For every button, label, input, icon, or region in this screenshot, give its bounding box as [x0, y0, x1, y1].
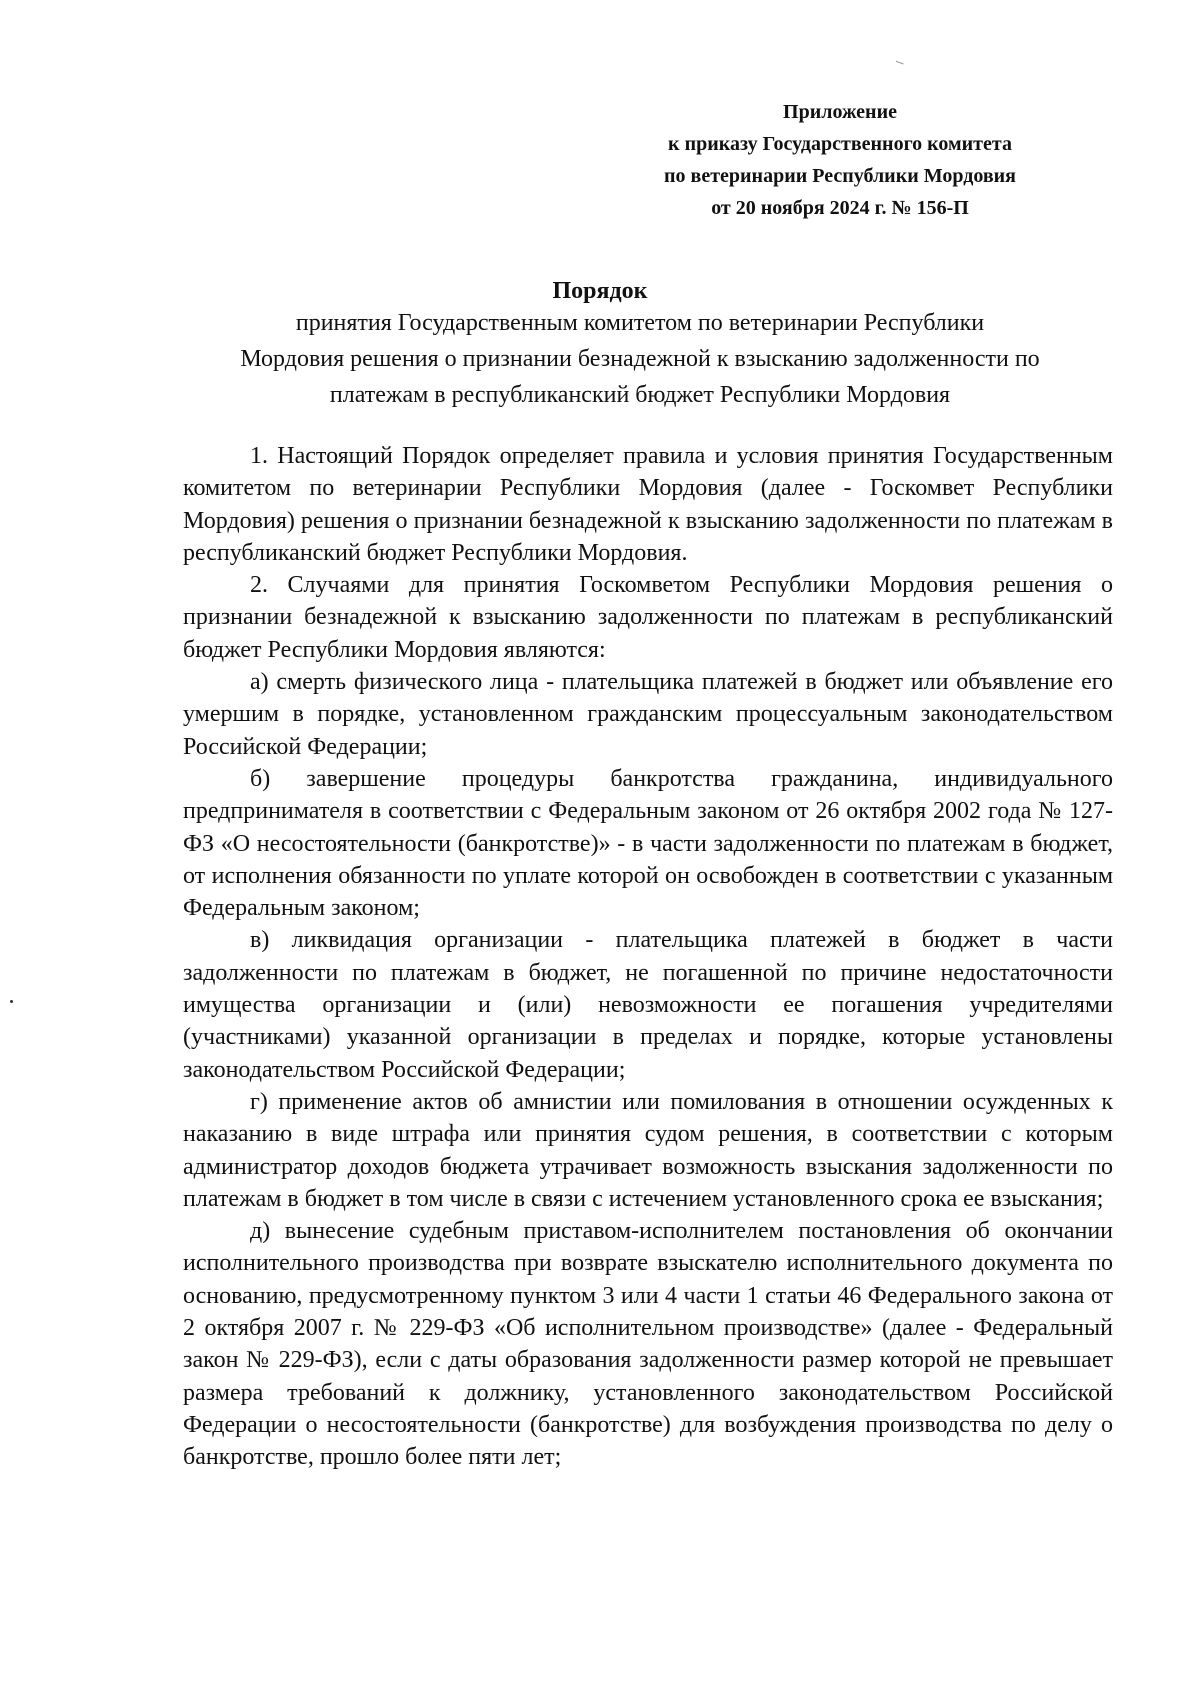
attachment-header — [540, 96, 1140, 224]
scan-artifact — [894, 61, 903, 68]
subtitle-line: принятия Государственным комитетом по ветеринарии Республики — [295, 310, 985, 336]
subitem-a: а) смерть физического лица - плательщика платежей в бюджет или объявление его умершим в порядке, установленном гражданским процессуальным законодательством Российской Федерации; — [183, 669, 1113, 760]
paragraph-1-purpose: 1. Настоящий Порядок определяет правила и условия принятия Государственным комитетом по ветеринарии Республики Мордовия (далее - Госкомвет Республики Мордовия) решения о признании безнадежной к взысканию задолженности по платежам в республиканский бюджет Республики Мордовия. — [183, 443, 1113, 566]
subtitle-line: платежам в республиканский бюджет Республики Мордовия — [329, 382, 951, 408]
attachment-label: Приложение — [783, 101, 897, 123]
scan-dot — [10, 1000, 13, 1003]
subtitle-line: Мордовия решения о признании безнадежной к взысканию задолженности по — [240, 346, 1040, 372]
subitem-d: д) вынесение судебным приставом-исполнителем постановления об окончании исполнительного производства при возврате взыскателю исполнительного документа по основанию, предусмотренному пунктом 3 или 4 части 1 статьи 46 Федерального закона от 2 октября 2007 г. № 229-ФЗ «Об исполнительном производстве» (далее - Федеральный закон № 229-ФЗ), если с даты образования задолженности размер которой не превышает размера требований к должнику, установленного законодательством Российской Федерации о несостоятельности (банкротстве) для возбуждения производства по делу о банкротстве, прошло более пяти лет; — [183, 1218, 1113, 1471]
document-title: Порядок — [552, 278, 648, 304]
subitem-b: б) завершение процедуры банкротства гражданина, индивидуального предпринимателя в соответствии с Федеральным законом от 26 октября 2002 года № 127-ФЗ «О несостоятельности (банкротстве)» - в части задолженности по платежам в бюджет, от исполнения обязанности по уплате которой он освобожден в соответствии с указанным Федеральным законом; — [183, 765, 1113, 922]
document-body — [183, 440, 1113, 1474]
document-subtitle — [176, 305, 1104, 413]
subitem-g: г) применение актов об амнистии или помилования в отношении осужденных к наказанию в виде штрафа или принятия судом решения, в соответствии с которым администратор доходов бюджета утрачивает возможность взыскания задолженности по платежам в бюджет в том числе в связи с истечением установленного срока ее взыскания; — [183, 1088, 1113, 1212]
attachment-organization: по ветеринарии Республики Мордовия — [664, 165, 1016, 187]
subitem-v: в) ликвидация организации - плательщика платежей в бюджет в части задолженности по платежам в бюджет, не погашенной по причине недостаточности имущества организации и (или) невозможности ее погашения учредителями (участниками) указанной организации в пределах и порядке, которые установлены законодательством Российской Федерации; — [183, 927, 1113, 1083]
attachment-date-number: от 20 ноября 2024 г. № 156-П — [711, 197, 969, 219]
paragraph-2-cases: 2. Случаями для принятия Госкомветом Республики Мордовия решения о признании безнадежной к взысканию задолженности по платежам в республиканский бюджет Республики Мордовия являются: — [183, 572, 1113, 663]
attachment-order-ref: к приказу Государственного комитета — [668, 133, 1012, 155]
